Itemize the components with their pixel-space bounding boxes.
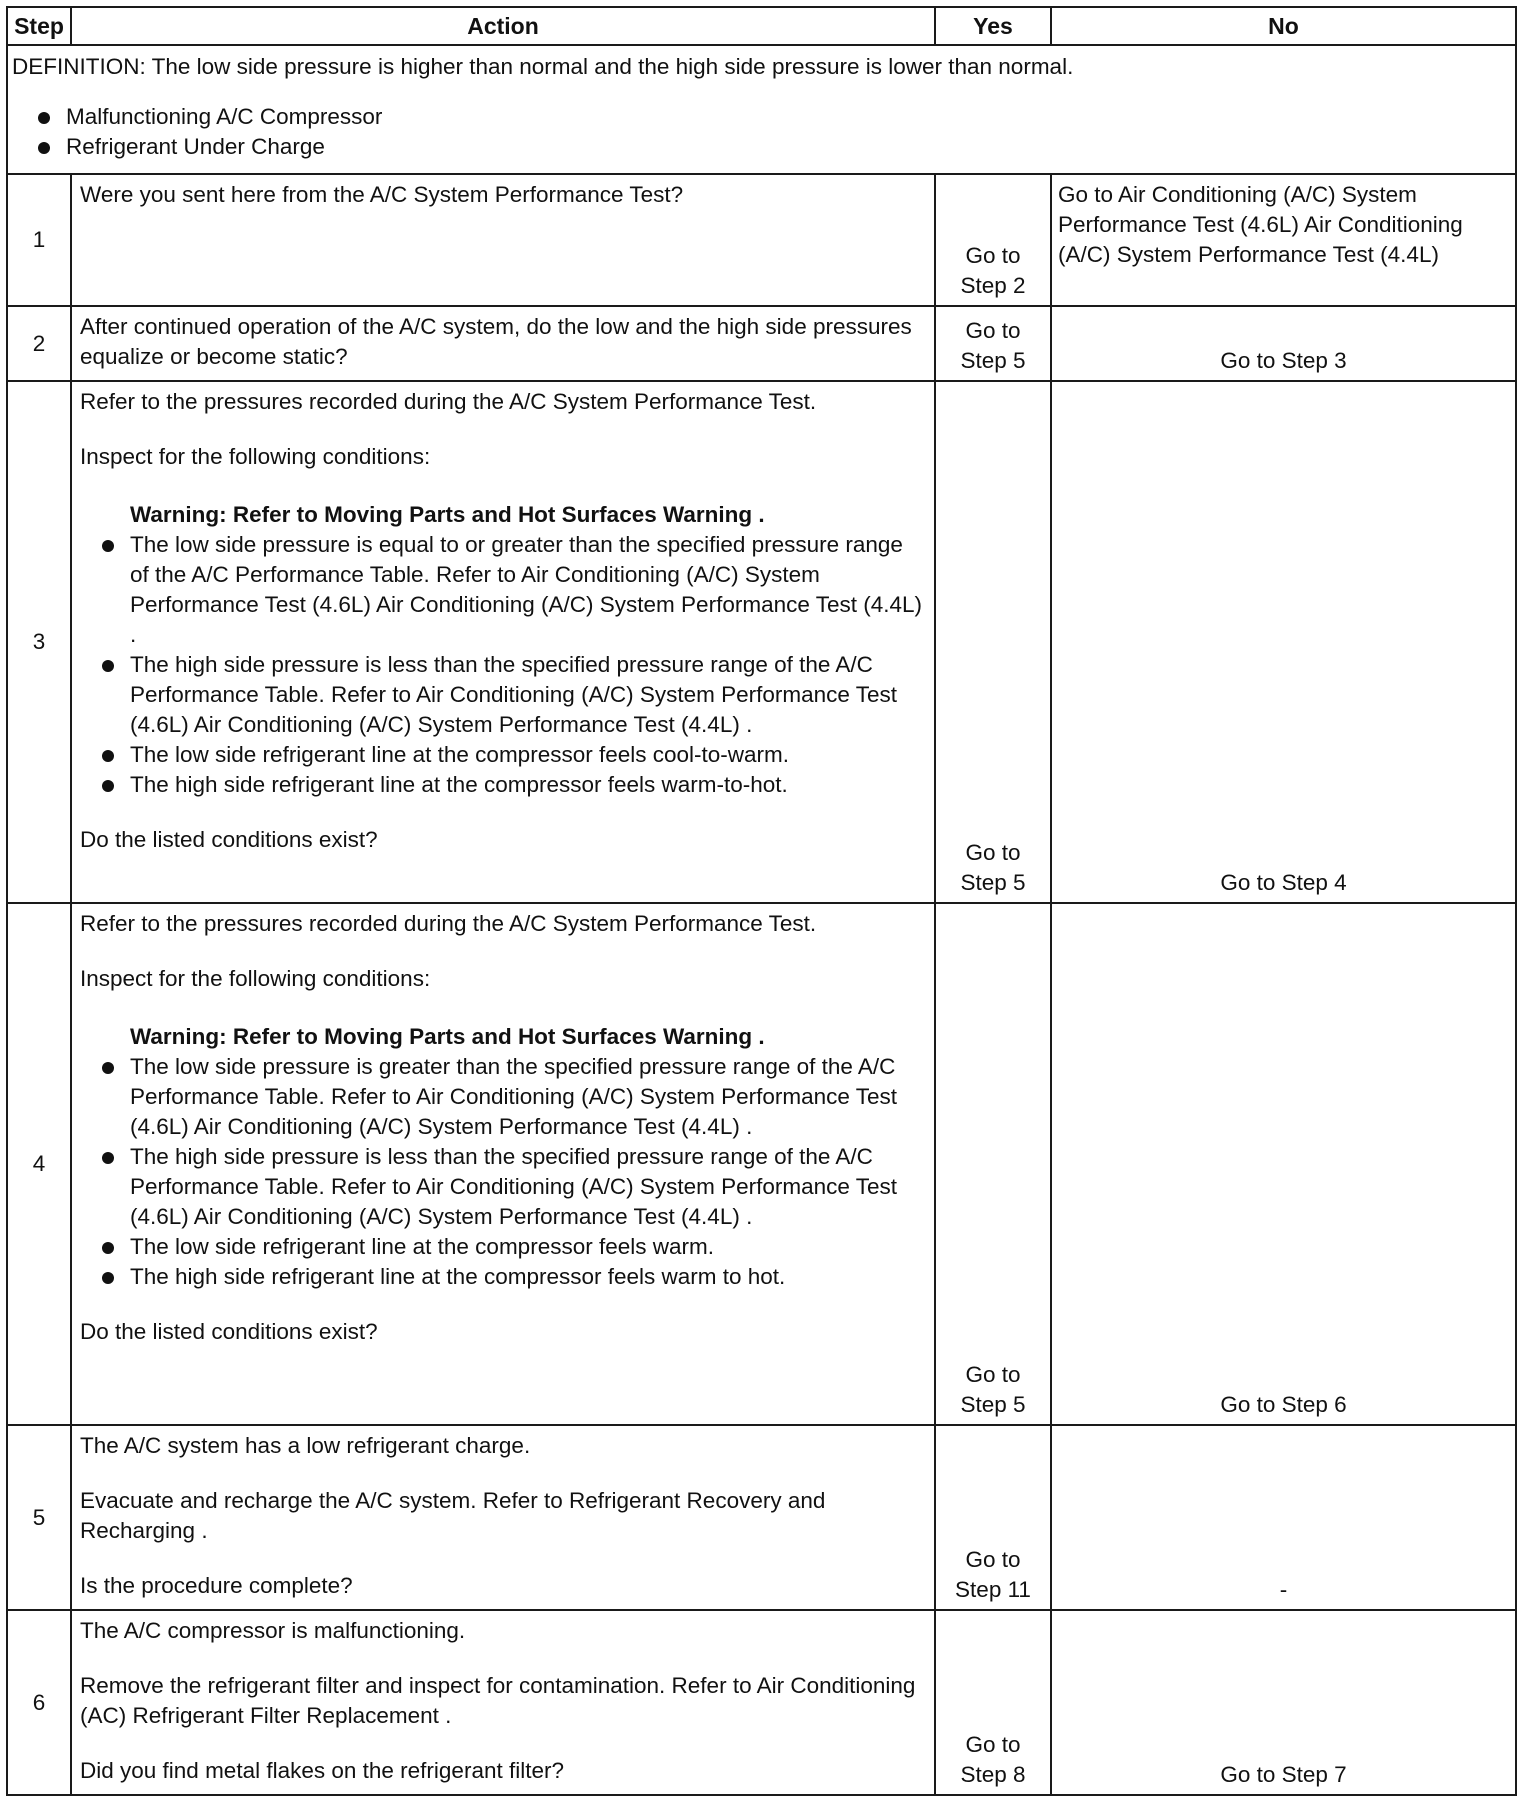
yes-line: Step 5 (960, 348, 1026, 373)
step-number: 1 (7, 174, 71, 306)
question-text: Is the procedure complete? (80, 1573, 353, 1598)
header-row (7, 7, 1516, 45)
question-text: After continued operation of the A/C system, do the low and the high side pressures equalize or become static? (80, 314, 912, 369)
inspect-text: Inspect for the following conditions: (80, 966, 431, 991)
intro-text: The A/C system has a low refrigerant charge. (80, 1433, 531, 1458)
definition-text: DEFINITION: The low side pressure is higher than normal and the high side pressure is lower than normal. (12, 54, 1074, 79)
yes-line: Go to (965, 1362, 1021, 1387)
yes-line: Step 5 (960, 870, 1026, 895)
condition-item: The low side pressure is equal to or greater than the specified pressure range of the A/C Performance Table. Refer to Air Conditioning (A/C) System Performance Test (4.6L) Air Conditioning (A/C) System Performance Test (4.4L) . (80, 530, 926, 650)
step-row-2 (7, 306, 1516, 381)
no-cell[interactable]: - (1051, 1425, 1516, 1610)
definition-cell (7, 45, 1516, 174)
header-step: Step (7, 7, 71, 45)
warning-text: Warning: Refer to Moving Parts and Hot Surfaces Warning . (130, 502, 765, 527)
action-cell (71, 1610, 935, 1795)
yes-line: Go to (965, 243, 1021, 268)
diagnostic-table (6, 6, 1517, 1796)
no-cell[interactable]: Go to Step 7 (1051, 1610, 1516, 1795)
condition-list (80, 1052, 926, 1292)
condition-item: The high side refrigerant line at the compressor feels warm-to-hot. (80, 770, 926, 800)
question-text: Do the listed conditions exist? (80, 1319, 378, 1344)
yes-line: Step 2 (960, 273, 1026, 298)
step-row-4 (7, 903, 1516, 1425)
intro-text: Refer to the pressures recorded during the A/C System Performance Test. (80, 389, 817, 414)
step-row-1 (7, 174, 1516, 306)
condition-item: The high side refrigerant line at the compressor feels warm to hot. (80, 1262, 926, 1292)
warning-text: Warning: Refer to Moving Parts and Hot Surfaces Warning . (130, 1024, 765, 1049)
condition-item: The high side pressure is less than the specified pressure range of the A/C Performance Table. Refer to Air Conditioning (A/C) System Performance Test (4.6L) Air Conditioning (A/C) System Performance Test (4.4L) . (80, 650, 926, 740)
yes-cell[interactable] (935, 381, 1051, 903)
step-number: 5 (7, 1425, 71, 1610)
procedure-text: Remove the refrigerant filter and inspect for contamination. Refer to Air Conditioning (AC) Refrigerant Filter Replacement . (80, 1673, 916, 1728)
condition-item: The low side refrigerant line at the compressor feels cool-to-warm. (80, 740, 926, 770)
intro-text: The A/C compressor is malfunctioning. (80, 1618, 466, 1643)
yes-cell[interactable] (935, 903, 1051, 1425)
yes-cell[interactable] (935, 174, 1051, 306)
cause-item: Refrigerant Under Charge (12, 132, 1511, 162)
step-number: 4 (7, 903, 71, 1425)
step-row-6 (7, 1610, 1516, 1795)
yes-line: Go to (965, 1732, 1021, 1757)
yes-line: Go to (965, 318, 1021, 343)
step-number: 3 (7, 381, 71, 903)
condition-list (80, 530, 926, 800)
header-yes: Yes (935, 7, 1051, 45)
yes-line: Step 8 (960, 1762, 1026, 1787)
question-text: Did you find metal flakes on the refrigerant filter? (80, 1758, 564, 1783)
inspect-text: Inspect for the following conditions: (80, 444, 431, 469)
no-cell[interactable]: Go to Step 4 (1051, 381, 1516, 903)
definition-row (7, 45, 1516, 174)
yes-line: Step 11 (955, 1577, 1031, 1602)
action-cell (71, 903, 935, 1425)
action-cell (71, 174, 935, 306)
cause-list (12, 102, 1511, 162)
yes-line: Step 5 (960, 1392, 1026, 1417)
condition-item: The low side refrigerant line at the compressor feels warm. (80, 1232, 926, 1262)
no-cell[interactable]: Go to Step 3 (1051, 306, 1516, 381)
procedure-text: Evacuate and recharge the A/C system. Refer to Refrigerant Recovery and Recharging . (80, 1488, 826, 1543)
no-cell[interactable]: Go to Air Conditioning (A/C) System Performance Test (4.6L) Air Conditioning (A/C) System Performance Test (4.4L) (1051, 174, 1516, 306)
yes-line: Go to (965, 840, 1021, 865)
step-row-5 (7, 1425, 1516, 1610)
yes-line: Go to (965, 1547, 1021, 1572)
cause-item: Malfunctioning A/C Compressor (12, 102, 1511, 132)
step-row-3 (7, 381, 1516, 903)
yes-cell[interactable] (935, 306, 1051, 381)
yes-cell[interactable] (935, 1610, 1051, 1795)
action-cell (71, 1425, 935, 1610)
question-text: Were you sent here from the A/C System Performance Test? (80, 182, 684, 207)
condition-item: The high side pressure is less than the specified pressure range of the A/C Performance Table. Refer to Air Conditioning (A/C) System Performance Test (4.6L) Air Conditioning (A/C) System Performance Test (4.4L) . (80, 1142, 926, 1232)
question-text: Do the listed conditions exist? (80, 827, 378, 852)
header-action: Action (71, 7, 935, 45)
condition-item: The low side pressure is greater than the specified pressure range of the A/C Performance Table. Refer to Air Conditioning (A/C) System Performance Test (4.6L) Air Conditioning (A/C) System Performance Test (4.4L) . (80, 1052, 926, 1142)
header-no: No (1051, 7, 1516, 45)
no-cell[interactable]: Go to Step 6 (1051, 903, 1516, 1425)
action-cell (71, 381, 935, 903)
action-cell (71, 306, 935, 381)
intro-text: Refer to the pressures recorded during the A/C System Performance Test. (80, 911, 817, 936)
step-number: 6 (7, 1610, 71, 1795)
yes-cell[interactable] (935, 1425, 1051, 1610)
step-number: 2 (7, 306, 71, 381)
